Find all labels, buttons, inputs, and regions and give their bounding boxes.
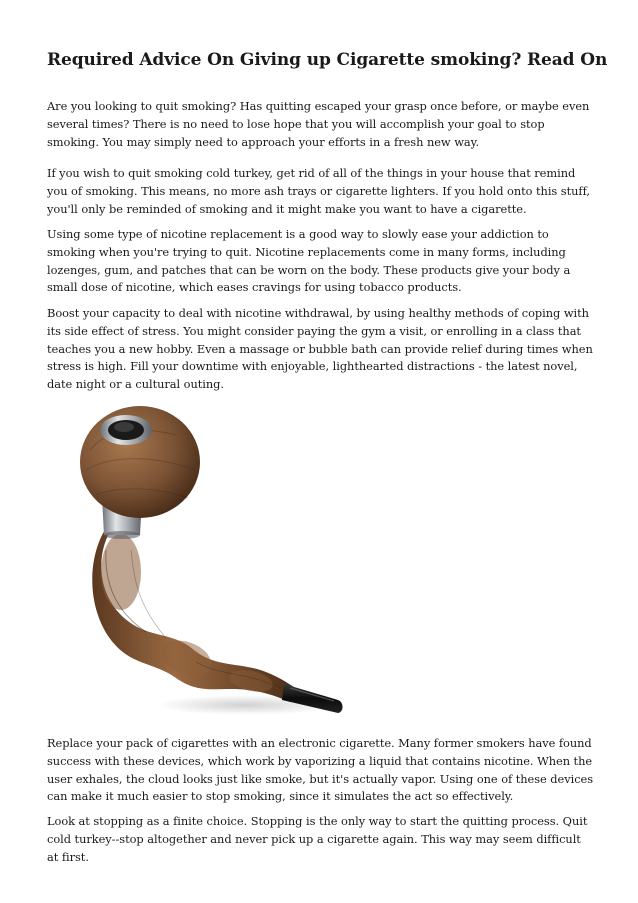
paragraph: Are you looking to quit smoking? Has quitting escaped your grasp once before, or maybe even several times? There is no need to lose hope that you will accomplish your goal to stop smoking. You may simply need to approach your efforts in a fresh new way. xyxy=(47,99,590,149)
paragraph: Replace your pack of cigarettes with an electronic cigarette. Many former smokers have found success with these devices, which work by vaporizing a liquid that contains nicotine. When the user exhales, the cloud looks just like smoke, but it's actually vapor. Using one of these devices can make it much easier to stop smoking, since it simulates the act so effectively. xyxy=(47,736,594,804)
paragraph: Using some type of nicotine replacement is a good way to slowly ease your addiction to smoking when you're trying to quit. Nicotine replacements come in many forms, including lozenges, gum, and patches that can be worn on the body. These products give your body a small dose of nicotine, which eases cravings for using tobacco products. xyxy=(47,227,571,295)
paragraph: If you wish to quit smoking cold turkey, get rid of all of the things in your house that remind you of smoking. This means, no more ash trays or cigarette lighters. If you hold onto this stuff, you'll only be reminded of smoking and it might make you want to have a cigarette. xyxy=(47,166,590,216)
paragraph: Look at stopping as a finite choice. Stopping is the only way to start the quitting process. Quit cold turkey--stop altogether and never pick up a cigarette again. This way may seem difficult at first. xyxy=(47,814,588,864)
article-title: Required Advice On Giving up Cigarette smoking? Read On xyxy=(47,50,608,70)
paragraph: Boost your capacity to deal with nicotine withdrawal, by using healthy methods of coping with its side effect of stress. You might consider paying the gym a visit, or enrolling in a class that teaches you a new hobby. Even a massage or bubble bath can provide relief during times when stress is high. Fill your downtime with enjoyable, lighthearted distractions - the latest novel, date night or a cultural outing. xyxy=(47,306,593,392)
wooden-pipe-icon xyxy=(76,400,348,720)
